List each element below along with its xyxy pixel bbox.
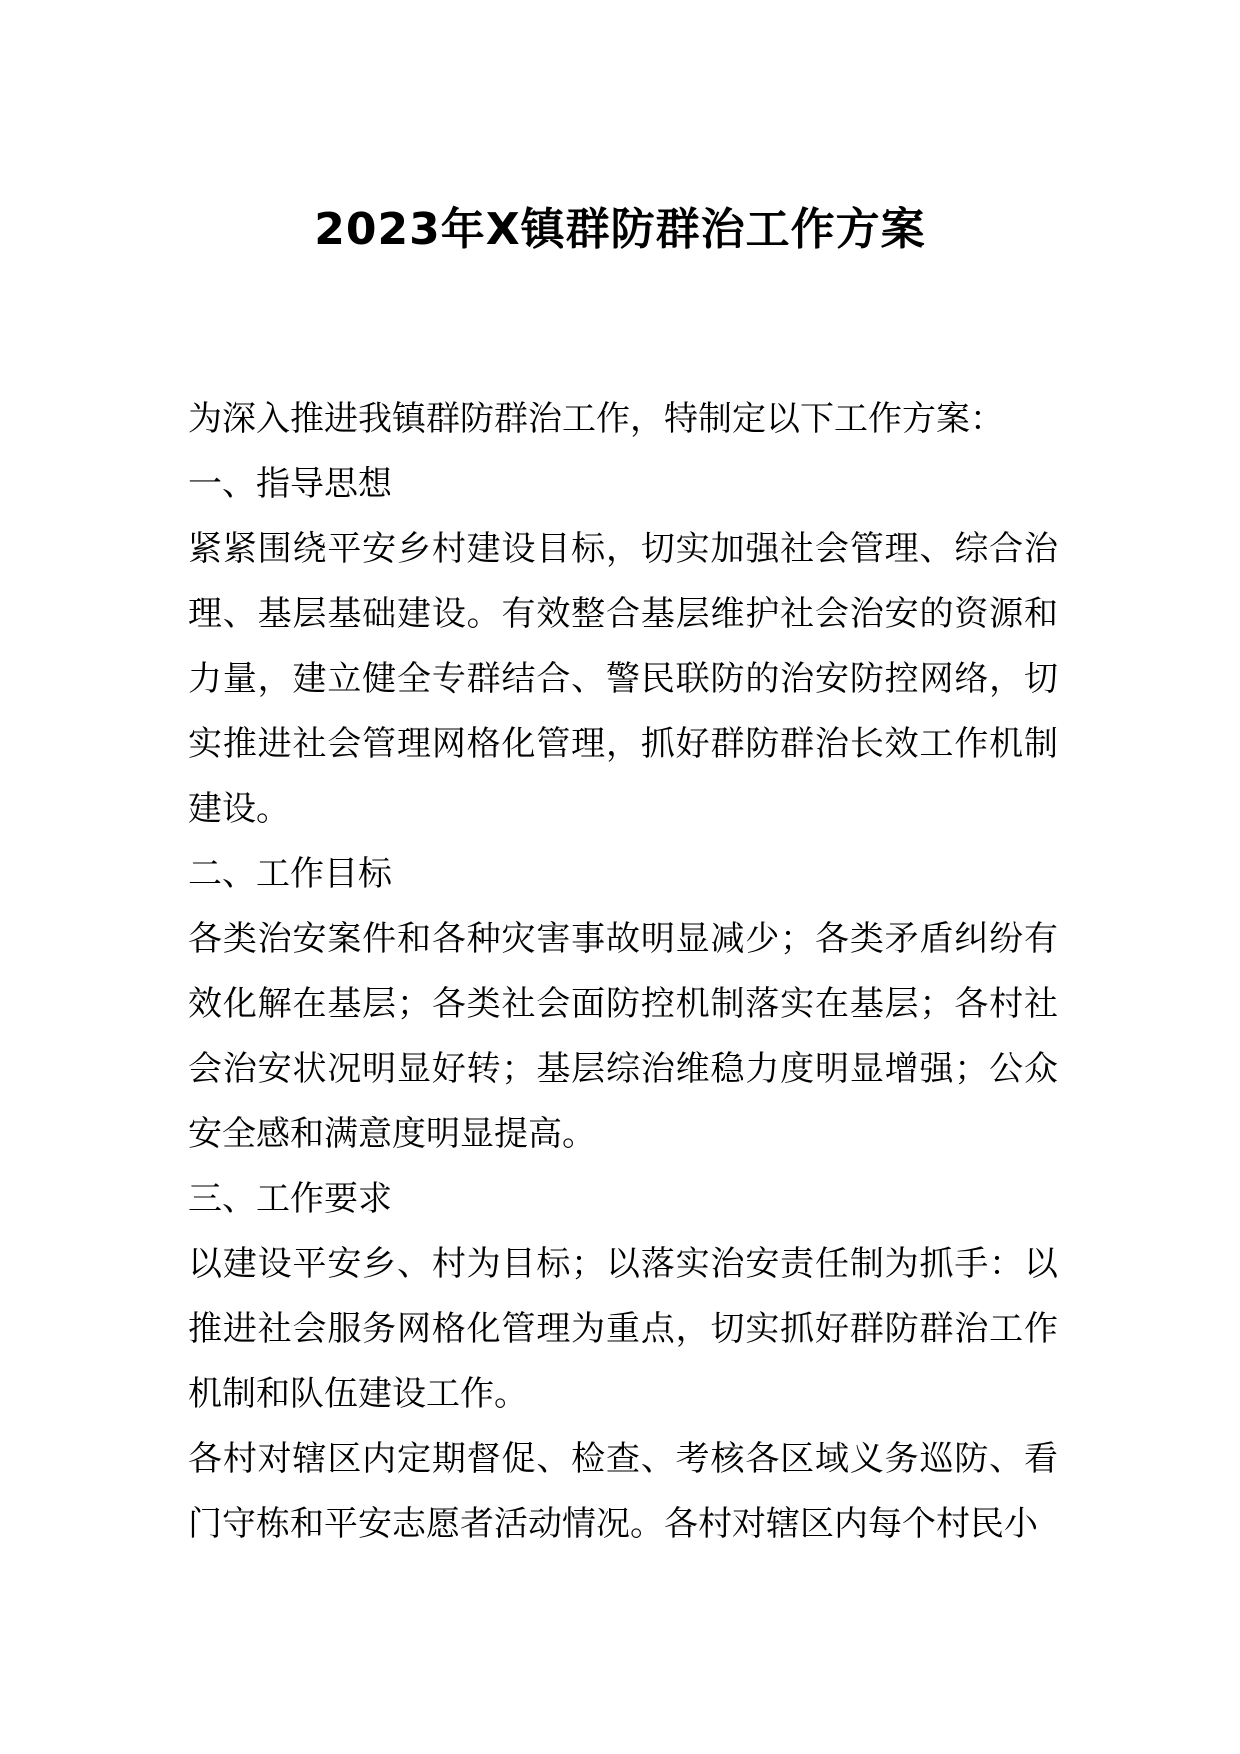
section-paragraph: 紧紧围绕平安乡村建设目标，切实加强社会管理、综合治理、基层基础建设。有效整合基层维护社会治安的资源和力量，建立健全专群结合、警民联防的治安防控网络，切实推进社会管理网格化管理，抓好群防群治长效工作机制建设。 (188, 529, 1058, 829)
section-guiding-ideology (188, 452, 1058, 842)
section-heading: 一、指导思想 (188, 464, 392, 504)
section-heading: 三、工作要求 (188, 1179, 392, 1219)
section-heading: 二、工作目标 (188, 854, 392, 894)
intro-paragraph: 为深入推进我镇群防群治工作，特制定以下工作方案： (188, 399, 1004, 439)
document-body (188, 387, 1058, 1557)
section-paragraph: 以建设平安乡、村为目标；以落实治安责任制为抓手：以推进社会服务网格化管理为重点，切实抓好群防群治工作机制和队伍建设工作。 (188, 1244, 1058, 1414)
section-paragraph: 各类治安案件和各种灾害事故明显减少；各类矛盾纠纷有效化解在基层；各类社会面防控机制落实在基层；各村社会治安状况明显好转；基层综治维稳力度明显增强；公众安全感和满意度明显提高。 (188, 919, 1058, 1154)
section-paragraph: 各村对辖区内定期督促、检查、考核各区域义务巡防、看门守栋和平安志愿者活动情况。各村对辖区内每个村民小 (188, 1439, 1058, 1544)
section-work-requirements (188, 1167, 1058, 1557)
section-work-goals (188, 842, 1058, 1167)
document-title: 2023年X镇群防群治工作方案 (314, 204, 926, 255)
